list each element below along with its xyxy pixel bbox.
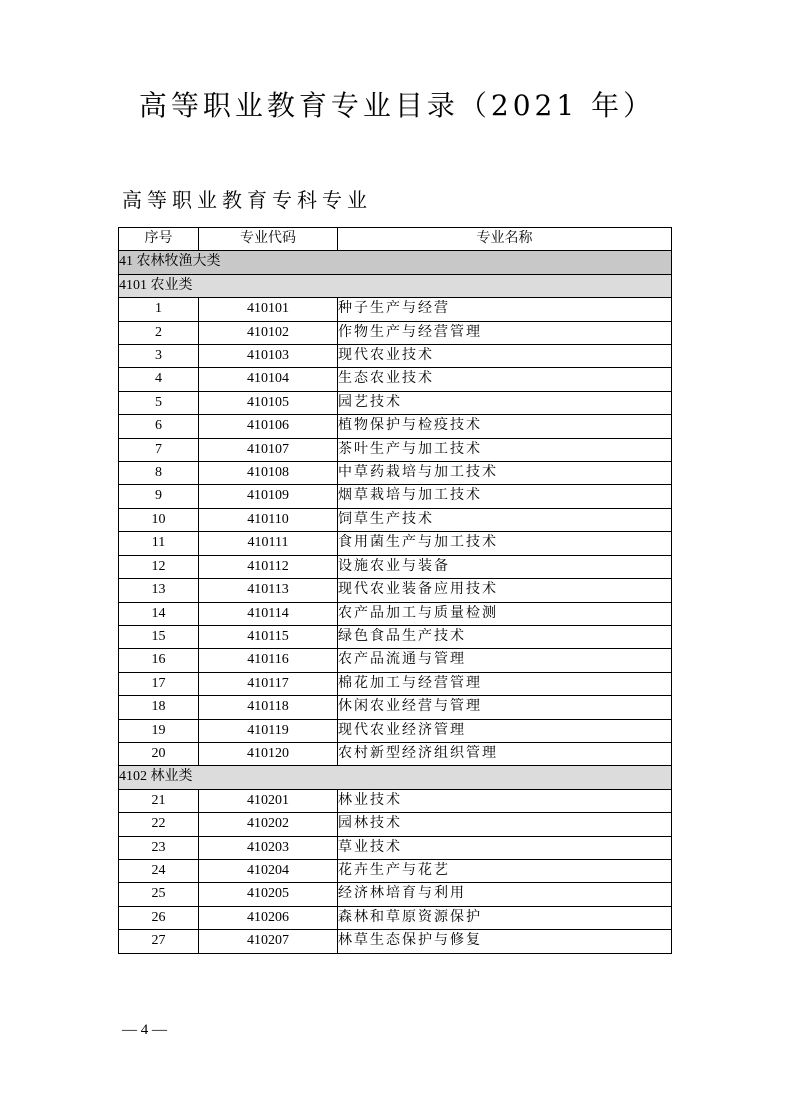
- row-code: 410201: [199, 789, 338, 812]
- row-code: 410112: [199, 555, 338, 578]
- header-seq: 序号: [119, 228, 199, 251]
- row-seq: 3: [119, 345, 199, 368]
- row-name: 现代农业经济管理: [338, 719, 672, 742]
- table-row: [119, 555, 672, 578]
- row-seq: 7: [119, 438, 199, 461]
- row-code: 410203: [199, 836, 338, 859]
- row-name: 花卉生产与花艺: [338, 859, 672, 882]
- table-header-row: [119, 228, 672, 251]
- row-name: 种子生产与经营: [338, 298, 672, 321]
- header-name: 专业名称: [338, 228, 672, 251]
- table-row: [119, 672, 672, 695]
- subcategory-row: [119, 274, 672, 297]
- row-code: 410115: [199, 625, 338, 648]
- row-seq: 19: [119, 719, 199, 742]
- table-row: [119, 930, 672, 953]
- row-name: 绿色食品生产技术: [338, 625, 672, 648]
- row-name: 休闲农业经营与管理: [338, 696, 672, 719]
- row-code: 410103: [199, 345, 338, 368]
- row-code: 410113: [199, 579, 338, 602]
- table-row: [119, 321, 672, 344]
- row-name: 林草生态保护与修复: [338, 930, 672, 953]
- row-code: 410105: [199, 391, 338, 414]
- table-row: [119, 391, 672, 414]
- table-row: [119, 368, 672, 391]
- major-catalog-table: [118, 227, 672, 954]
- row-seq: 21: [119, 789, 199, 812]
- table-row: [119, 649, 672, 672]
- table-row: [119, 532, 672, 555]
- table-row: [119, 789, 672, 812]
- row-seq: 2: [119, 321, 199, 344]
- row-name: 农产品流通与管理: [338, 649, 672, 672]
- row-seq: 8: [119, 462, 199, 485]
- row-name: 森林和草原资源保护: [338, 906, 672, 929]
- table-row: [119, 602, 672, 625]
- subcategory-title: 4101 农业类: [119, 274, 672, 297]
- row-code: 410202: [199, 813, 338, 836]
- row-seq: 12: [119, 555, 199, 578]
- row-code: 410120: [199, 742, 338, 765]
- table-row: [119, 906, 672, 929]
- row-code: 410207: [199, 930, 338, 953]
- row-name: 食用菌生产与加工技术: [338, 532, 672, 555]
- document-title: 高等职业教育专业目录（2021 年）: [138, 89, 656, 122]
- table-row: [119, 462, 672, 485]
- row-code: 410117: [199, 672, 338, 695]
- table-row: [119, 813, 672, 836]
- row-seq: 15: [119, 625, 199, 648]
- page-number: — 4 —: [122, 1022, 167, 1038]
- row-seq: 17: [119, 672, 199, 695]
- row-name: 棉花加工与经营管理: [338, 672, 672, 695]
- row-seq: 16: [119, 649, 199, 672]
- header-code: 专业代码: [199, 228, 338, 251]
- row-name: 烟草栽培与加工技术: [338, 485, 672, 508]
- row-code: 410116: [199, 649, 338, 672]
- row-name: 生态农业技术: [338, 368, 672, 391]
- category-row: [119, 251, 672, 274]
- row-seq: 14: [119, 602, 199, 625]
- row-name: 草业技术: [338, 836, 672, 859]
- row-name: 设施农业与装备: [338, 555, 672, 578]
- row-name: 林业技术: [338, 789, 672, 812]
- row-name: 饲草生产技术: [338, 508, 672, 531]
- table-row: [119, 625, 672, 648]
- row-name: 现代农业技术: [338, 345, 672, 368]
- row-seq: 10: [119, 508, 199, 531]
- row-name: 茶叶生产与加工技术: [338, 438, 672, 461]
- row-seq: 20: [119, 742, 199, 765]
- row-seq: 27: [119, 930, 199, 953]
- row-name: 现代农业装备应用技术: [338, 579, 672, 602]
- row-code: 410106: [199, 415, 338, 438]
- row-name: 作物生产与经营管理: [338, 321, 672, 344]
- row-code: 410104: [199, 368, 338, 391]
- table-row: [119, 859, 672, 882]
- row-name: 中草药栽培与加工技术: [338, 462, 672, 485]
- section-title: 高等职业教育专科专业: [122, 188, 372, 212]
- table-row: [119, 836, 672, 859]
- row-name: 经济林培育与利用: [338, 883, 672, 906]
- row-code: 410205: [199, 883, 338, 906]
- row-code: 410107: [199, 438, 338, 461]
- table-row: [119, 485, 672, 508]
- row-code: 410114: [199, 602, 338, 625]
- row-seq: 4: [119, 368, 199, 391]
- table-row: [119, 438, 672, 461]
- row-name: 园林技术: [338, 813, 672, 836]
- table-row: [119, 696, 672, 719]
- row-code: 410111: [199, 532, 338, 555]
- row-seq: 18: [119, 696, 199, 719]
- row-seq: 5: [119, 391, 199, 414]
- table-row: [119, 415, 672, 438]
- row-name: 农产品加工与质量检测: [338, 602, 672, 625]
- table-row: [119, 298, 672, 321]
- row-name: 园艺技术: [338, 391, 672, 414]
- row-seq: 24: [119, 859, 199, 882]
- row-code: 410206: [199, 906, 338, 929]
- table-row: [119, 719, 672, 742]
- row-code: 410102: [199, 321, 338, 344]
- row-code: 410110: [199, 508, 338, 531]
- table-row: [119, 345, 672, 368]
- row-seq: 11: [119, 532, 199, 555]
- category-title: 41 农林牧渔大类: [119, 251, 672, 274]
- row-seq: 25: [119, 883, 199, 906]
- table-row: [119, 742, 672, 765]
- table-row: [119, 508, 672, 531]
- table-row: [119, 883, 672, 906]
- subcategory-row: [119, 766, 672, 789]
- row-seq: 23: [119, 836, 199, 859]
- row-code: 410204: [199, 859, 338, 882]
- row-seq: 22: [119, 813, 199, 836]
- row-code: 410109: [199, 485, 338, 508]
- row-code: 410101: [199, 298, 338, 321]
- row-name: 植物保护与检疫技术: [338, 415, 672, 438]
- table-row: [119, 579, 672, 602]
- row-code: 410108: [199, 462, 338, 485]
- subcategory-title: 4102 林业类: [119, 766, 672, 789]
- row-seq: 1: [119, 298, 199, 321]
- row-seq: 6: [119, 415, 199, 438]
- row-name: 农村新型经济组织管理: [338, 742, 672, 765]
- row-seq: 13: [119, 579, 199, 602]
- row-seq: 26: [119, 906, 199, 929]
- row-code: 410119: [199, 719, 338, 742]
- row-code: 410118: [199, 696, 338, 719]
- row-seq: 9: [119, 485, 199, 508]
